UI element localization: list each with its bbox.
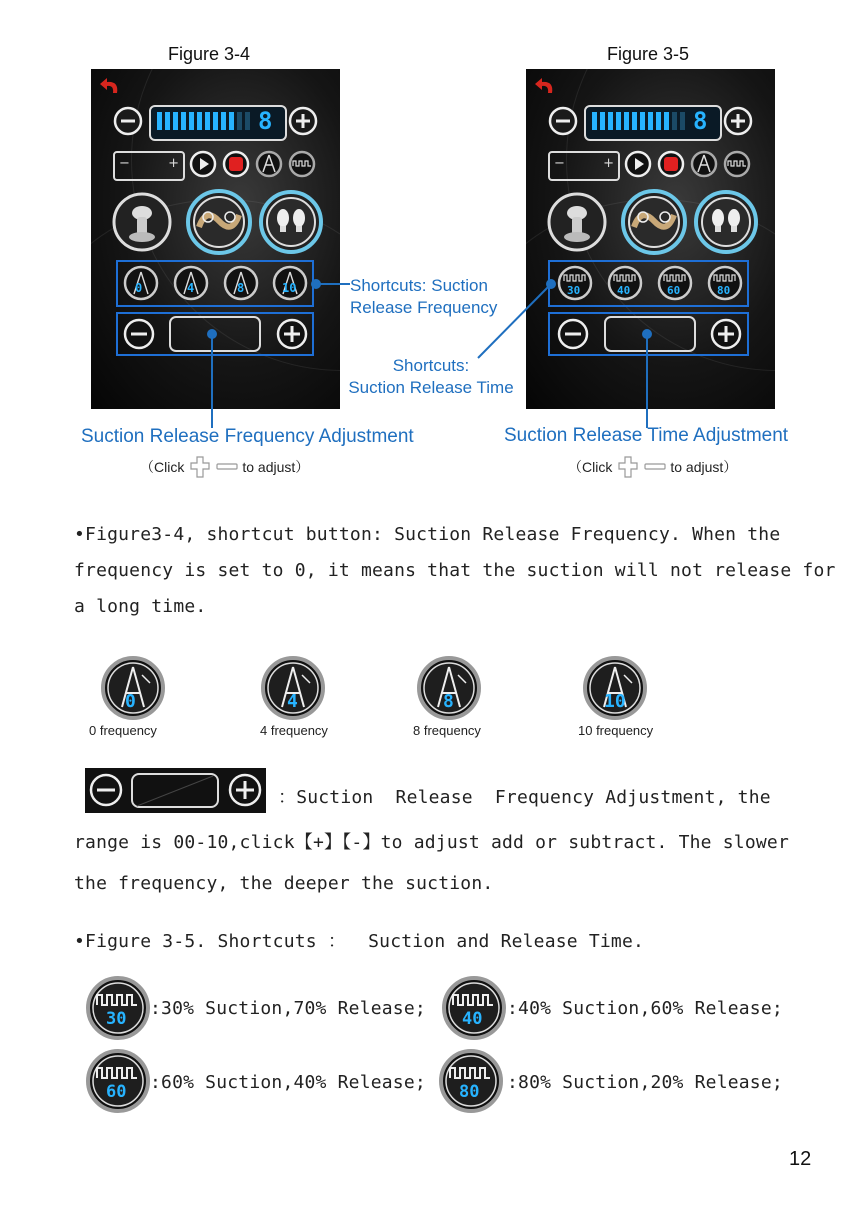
hint-prefix: （Click [568, 459, 613, 475]
time-icon-value: 60 [106, 1082, 127, 1102]
dpad-icon [188, 456, 212, 478]
figure-3-5-title: Figure 3-5 [607, 44, 690, 64]
frequency-icon-value: 0 [125, 691, 136, 712]
frequency-label: 4 frequency [260, 723, 328, 738]
paragraph-adjust-line2: range is 00-10,click【+】【-】to adjust add or subtract. The slower [74, 832, 789, 853]
time-label: :30% Suction,70% Release; [150, 998, 426, 1019]
frequency-icon-value: 4 [287, 691, 298, 712]
shortcut-value: 30 [567, 284, 581, 297]
frequency-icon-value: 10 [604, 691, 626, 712]
time-label: :40% Suction,60% Release; [507, 998, 783, 1019]
paragraph-time-shortcut: •Figure 3-5. Shortcuts ： Suction and Release Time. [74, 931, 645, 952]
slider-bar-icon [644, 462, 666, 472]
callout-line: Release Frequency [350, 298, 498, 317]
time-icon-value: 80 [459, 1082, 480, 1102]
time-label: :60% Suction,40% Release; [150, 1072, 426, 1093]
adjust-bar-drawing [85, 768, 266, 813]
shortcut-value: 40 [617, 284, 631, 297]
frequency-label: 0 frequency [89, 723, 157, 738]
hint-time [568, 456, 737, 478]
mini-adjust-slider[interactable]: − + [113, 151, 185, 181]
hint-suffix: to adjust） [670, 459, 738, 475]
shortcut-value: 80 [717, 284, 731, 297]
level-value: 8 [693, 107, 708, 135]
text-line: a long time. [74, 596, 207, 617]
callout-leader-lines [0, 0, 860, 480]
paragraph-adjust-line3: the frequency, the deeper the suction. [74, 873, 494, 894]
page-number: 12 [789, 1148, 812, 1170]
callout-time-adjustment: Suction Release Time Adjustment [504, 425, 789, 446]
dpad-icon [616, 456, 640, 478]
paragraph-frequency-shortcut [74, 517, 836, 625]
callout-line: Shortcuts: [392, 356, 470, 375]
callout-shortcut-time [340, 355, 522, 399]
callout-frequency-adjustment: Suction Release Frequency Adjustment [81, 426, 414, 447]
text-line: •Figure3-4, shortcut button: Suction Release Frequency. When the [74, 524, 781, 545]
time-icon-80 [438, 1048, 504, 1114]
frequency-icon-10 [582, 655, 648, 721]
shortcut-value: 0 [135, 281, 143, 295]
time-icon-40 [441, 975, 507, 1041]
time-icon-value: 40 [462, 1009, 483, 1029]
frequency-label: 10 frequency [578, 723, 654, 738]
shortcut-value: 4 [187, 281, 195, 295]
time-icon-value: 30 [106, 1009, 127, 1029]
frequency-icon-4 [260, 655, 326, 721]
adjust-bar-graphic [85, 768, 266, 813]
time-icon-30 [85, 975, 151, 1041]
text-line: frequency is set to 0, it means that the suction will not release for [74, 560, 836, 581]
paragraph-adjust-line1: ：Suction Release Frequency Adjustment, the [278, 787, 771, 808]
mini-adjust-slider[interactable]: − + [548, 151, 620, 181]
shortcut-value: 10 [282, 281, 297, 295]
time-label: :80% Suction,20% Release; [507, 1072, 783, 1093]
callout-shortcut-frequency [350, 275, 497, 319]
shortcut-value: 8 [237, 281, 245, 295]
hint-frequency [140, 456, 309, 478]
callout-line: Shortcuts: Suction [350, 276, 488, 295]
callout-line: Suction Release Time [348, 378, 514, 397]
level-value: 8 [258, 107, 273, 135]
frequency-icon-0 [100, 655, 166, 721]
shortcut-value: 60 [667, 284, 681, 297]
slider-bar-icon [216, 462, 238, 472]
figure-3-4-title: Figure 3-4 [168, 44, 251, 64]
time-icon-60 [85, 1048, 151, 1114]
frequency-icon-8 [416, 655, 482, 721]
frequency-label: 8 frequency [413, 723, 481, 738]
hint-prefix: （Click [140, 459, 185, 475]
frequency-icon-value: 8 [443, 691, 454, 712]
hint-suffix: to adjust） [242, 459, 310, 475]
